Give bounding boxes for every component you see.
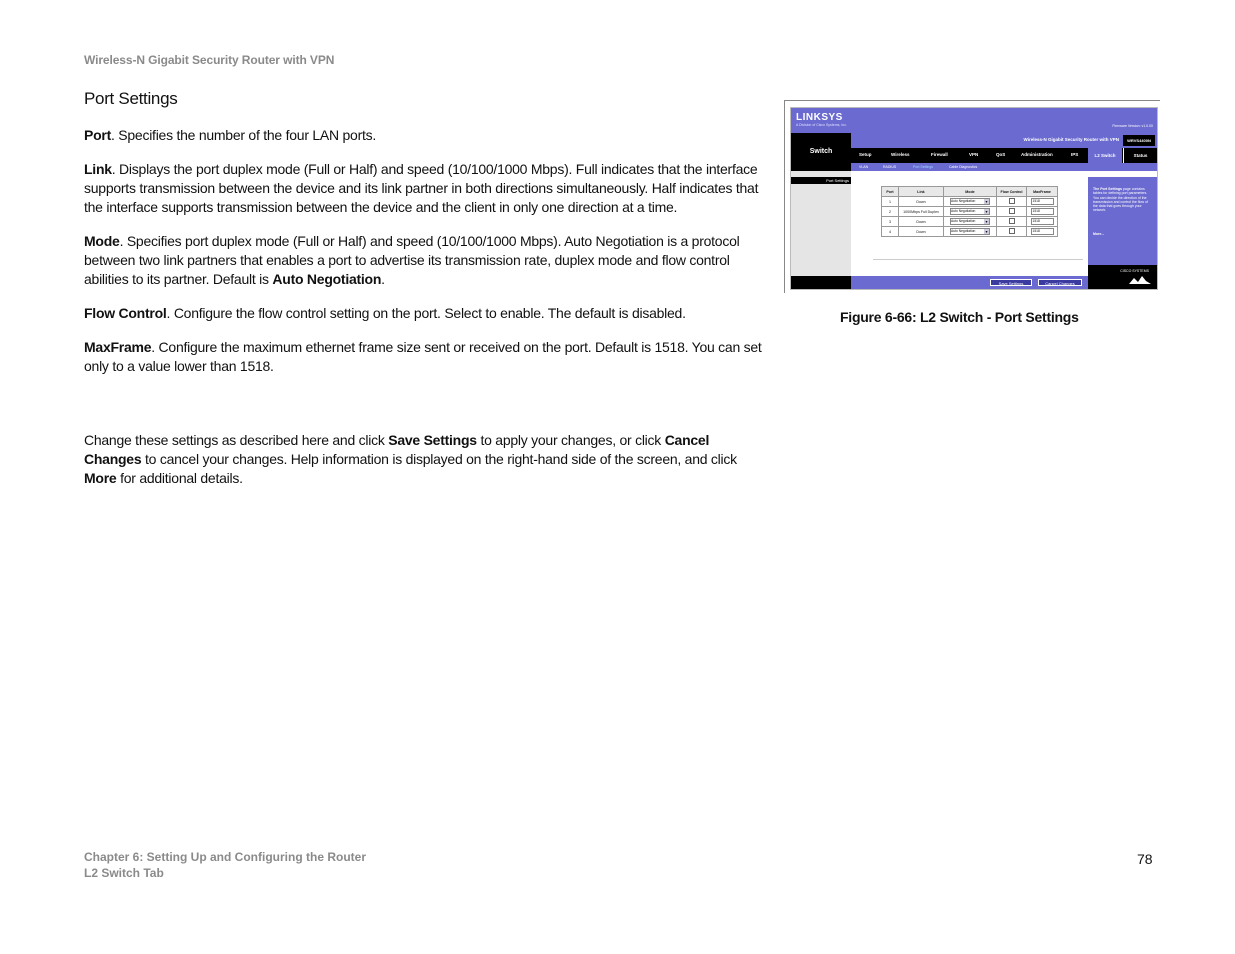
tab-setup[interactable]: Setup: [859, 152, 872, 157]
mode-select[interactable]: Auto Negotiation ▾: [950, 218, 990, 225]
sub-tabs: [851, 163, 1157, 171]
paragraph-mode: [84, 232, 764, 289]
tab-ips[interactable]: IPS: [1071, 152, 1079, 157]
cell-mode: [944, 207, 997, 217]
cancel-changes-button[interactable]: Cancel Changes: [1038, 279, 1082, 286]
logo-subtitle: A Division of Cisco Systems, Inc.: [796, 123, 847, 127]
router-screenshot: [790, 107, 1158, 290]
cell-flow-control: [997, 217, 1027, 227]
cell-link: Down: [899, 217, 944, 227]
mode-select[interactable]: Auto Negotiation ▾: [950, 228, 990, 235]
main-tabs: [851, 148, 1157, 163]
change-text-4: for additional details.: [116, 470, 243, 486]
cancel-changes-ref: Cancel Changes: [84, 432, 710, 467]
col-link: Link: [899, 187, 944, 197]
running-header: Wireless-N Gigabit Security Router with VPN: [84, 53, 335, 67]
table-row: [882, 197, 1058, 207]
product-name: Wireless-N Gigabit Security Router with VPN: [1023, 137, 1119, 142]
desc-flow-control: . Configure the flow control setting on the port. Select to enable. The default is disabled.: [166, 305, 686, 321]
tab-wireless[interactable]: Wireless: [891, 152, 910, 157]
tab-qos[interactable]: QoS: [996, 152, 1006, 157]
change-text-2: to apply your changes, or click: [476, 432, 665, 448]
flow-control-checkbox[interactable]: [1009, 218, 1015, 224]
section-title: Port Settings: [84, 89, 178, 108]
paragraph-port: [84, 126, 764, 145]
cell-maxframe: [1027, 197, 1058, 207]
maxframe-input[interactable]: 1518: [1031, 198, 1054, 205]
flow-control-checkbox[interactable]: [1009, 198, 1015, 204]
content-divider: [873, 259, 1083, 260]
paragraph-change-settings: [84, 431, 764, 488]
subtab-vlan[interactable]: VLAN: [859, 165, 869, 169]
product-bar: [851, 133, 1157, 148]
col-flow-control: Flow Control: [997, 187, 1027, 197]
cell-link: Down: [899, 227, 944, 237]
cell-maxframe: [1027, 217, 1058, 227]
cell-mode: [944, 227, 997, 237]
port-settings-table: [881, 186, 1058, 237]
maxframe-input[interactable]: 1518: [1031, 218, 1054, 225]
cell-mode: [944, 197, 997, 207]
page-number: 78: [1137, 851, 1153, 867]
flow-control-checkbox[interactable]: [1009, 228, 1015, 234]
table-row: [882, 227, 1058, 237]
col-mode: Mode: [944, 187, 997, 197]
figure-caption: Figure 6-66: L2 Switch - Port Settings: [840, 309, 1079, 325]
paragraph-link: [84, 160, 764, 217]
desc-mode: . Specifies port duplex mode (Full or Half) and speed (10/100/1000 Mbps). Auto Negotiation is a protocol between two link partners that enables a port to advertise its transmission rate, duplex mode and flow control abilities to its partner. Default is: [84, 233, 740, 287]
col-port: Port: [882, 187, 899, 197]
term-flow-control: Flow Control: [84, 305, 167, 321]
term-maxframe: MaxFrame: [84, 339, 152, 355]
save-settings-button[interactable]: Save Settings: [990, 279, 1032, 286]
desc-port: . Specifies the number of the four LAN ports.: [111, 127, 377, 143]
screenshot-sidebar: [791, 171, 851, 276]
table-row: [882, 207, 1058, 217]
cell-flow-control: [997, 197, 1027, 207]
screenshot-top-bar: [791, 108, 1157, 133]
paragraph-flow-control: [84, 304, 764, 323]
cell-link: 1000Mbps Full Duplex: [899, 207, 944, 217]
col-maxframe: MaxFrame: [1027, 187, 1058, 197]
cisco-brand-box: [1088, 265, 1157, 289]
cell-maxframe: [1027, 227, 1058, 237]
tab-vpn[interactable]: VPN: [969, 152, 979, 157]
cisco-brand: CISCO SYSTEMS: [1120, 269, 1149, 273]
term-port: Port: [84, 127, 111, 143]
cell-flow-control: [997, 227, 1027, 237]
subtab-radius[interactable]: RADIUS: [883, 165, 897, 169]
help-text: page contains tables for defining port parameters. You can decide the direction of the transmission and control the flow of the data that goes through your network.: [1093, 187, 1148, 213]
cell-link: Down: [899, 197, 944, 207]
paragraph-maxframe: [84, 338, 764, 376]
cell-port: 3: [882, 217, 899, 227]
more-ref: More: [84, 470, 117, 486]
sidebar-label: Port Settings: [791, 177, 851, 184]
change-text-1: Change these settings as described here and click: [84, 432, 389, 448]
table-row: [882, 217, 1058, 227]
model-name: WRVS4400N: [1123, 135, 1155, 146]
mode-default: Auto Negotiation: [272, 271, 382, 287]
cell-flow-control: [997, 207, 1027, 217]
figure-frame: [784, 100, 1160, 293]
term-mode: Mode: [84, 233, 120, 249]
maxframe-input[interactable]: 1518: [1031, 228, 1054, 235]
maxframe-input[interactable]: 1518: [1031, 208, 1054, 215]
cell-port: 4: [882, 227, 899, 237]
desc-maxframe: . Configure the maximum ethernet frame size sent or received on the port. Default is 1518. You can set only to a value lower than 1518.: [84, 339, 762, 374]
cisco-logo-icon: [1128, 275, 1152, 285]
subtab-cable-diagnostics[interactable]: Cable Diagnostics: [949, 165, 978, 169]
flow-control-checkbox[interactable]: [1009, 208, 1015, 214]
tab-status[interactable]: Status: [1123, 148, 1157, 163]
help-bold: The Port Settings: [1093, 187, 1122, 191]
term-link: Link: [84, 161, 112, 177]
mode-select[interactable]: Auto Negotiation ▾: [950, 208, 990, 215]
footer-tab: L2 Switch Tab: [84, 866, 164, 880]
help-panel: [1088, 177, 1157, 265]
mode-select[interactable]: Auto Negotiation ▾: [950, 198, 990, 205]
section-label: Switch: [791, 133, 851, 171]
bottom-left-block: [791, 276, 851, 289]
cell-maxframe: [1027, 207, 1058, 217]
tab-l2-switch[interactable]: L2 Switch: [1088, 148, 1122, 163]
table-header-row: [882, 187, 1058, 197]
cell-port: 2: [882, 207, 899, 217]
cell-port: 1: [882, 197, 899, 207]
mode-tail: .: [381, 271, 385, 287]
tab-administration[interactable]: Administration: [1021, 152, 1053, 157]
linksys-logo: LINKSYS: [796, 112, 843, 123]
footer-chapter: Chapter 6: Setting Up and Configuring the Router: [84, 850, 366, 864]
subtab-port-settings[interactable]: Port Settings: [913, 165, 934, 169]
save-settings-ref: Save Settings: [388, 432, 477, 448]
firmware-version: Firmware Version: v1.0.00: [1112, 124, 1153, 128]
help-more-link[interactable]: More...: [1093, 232, 1105, 236]
change-text-3: to cancel your changes. Help information is displayed on the right-hand side of the screen, and click: [141, 451, 737, 467]
cell-mode: [944, 217, 997, 227]
tab-firewall[interactable]: Firewall: [931, 152, 948, 157]
desc-link: . Displays the port duplex mode (Full or Half) and speed (10/100/1000 Mbps). Full indicates that the interface supports transmission between the device and its link partner in both directions simultaneously. Half indicates that the interface supports transmission between the device and the client in only one direction at a time.: [84, 161, 759, 215]
